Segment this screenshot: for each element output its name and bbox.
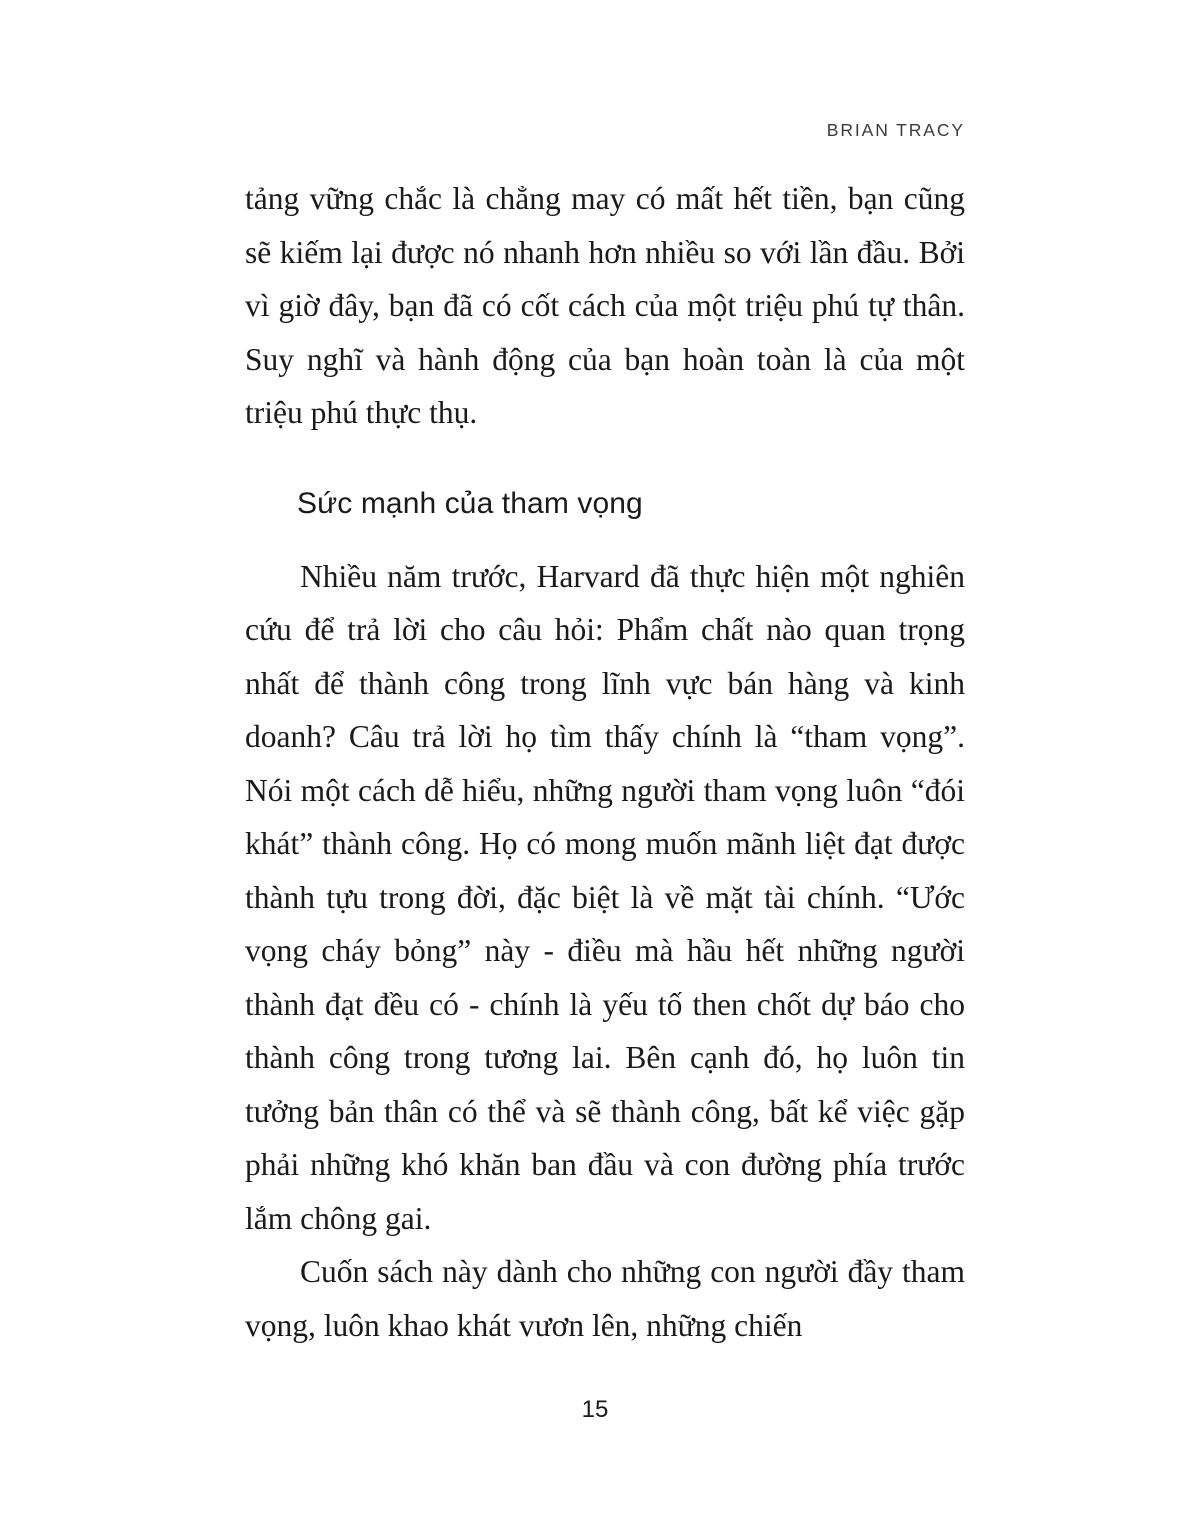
page-number: 15 — [581, 1396, 609, 1423]
section-heading: Sức mạnh của tham vọng — [297, 486, 643, 520]
running-head: BRIAN TRACY — [826, 120, 965, 140]
paragraph-continuation: tảng vững chắc là chẳng may có mất hết tiền, bạn cũng sẽ kiếm lại được nó nhanh hơn nhiều so với lần đầu. Bởi vì giờ đây, bạn đã có cốt cách của một triệu phú tự thân. Suy nghĩ và hành động của bạn hoàn toàn là của một triệu phú thực thụ. — [245, 181, 965, 430]
paragraph-book-audience: Cuốn sách này dành cho những con người đầy tham vọng, luôn khao khát vươn lên, những chiến — [245, 1254, 965, 1343]
heading-spacer-above — [245, 440, 965, 486]
paragraph-harvard-study: Nhiều năm trước, Harvard đã thực hiện một nghiên cứu để trả lời cho câu hỏi: Phẩm chất nào quan trọng nhất để thành công trong lĩnh vực bán hàng và kinh doanh? Câu trả lời họ tìm thấy chính là “tham vọng”. Nói một cách dễ hiểu, những người tham vọng luôn “đói khát” thành công. Họ có mong muốn mãnh liệt đạt được thành tựu trong đời, đặc biệt là về mặt tài chính. “Ước vọng cháy bỏng” này - điều mà hầu hết những người thành đạt đều có - chính là yếu tố then chốt dự báo cho thành công trong tương lai. Bên cạnh đó, họ luôn tin tưởng bản thân có thể và sẽ thành công, bất kể việc gặp phải những khó khăn ban đầu và con đường phía trước lắm chông gai. — [245, 558, 965, 1236]
page-text-block — [245, 172, 965, 1352]
heading-spacer-below — [245, 522, 965, 550]
